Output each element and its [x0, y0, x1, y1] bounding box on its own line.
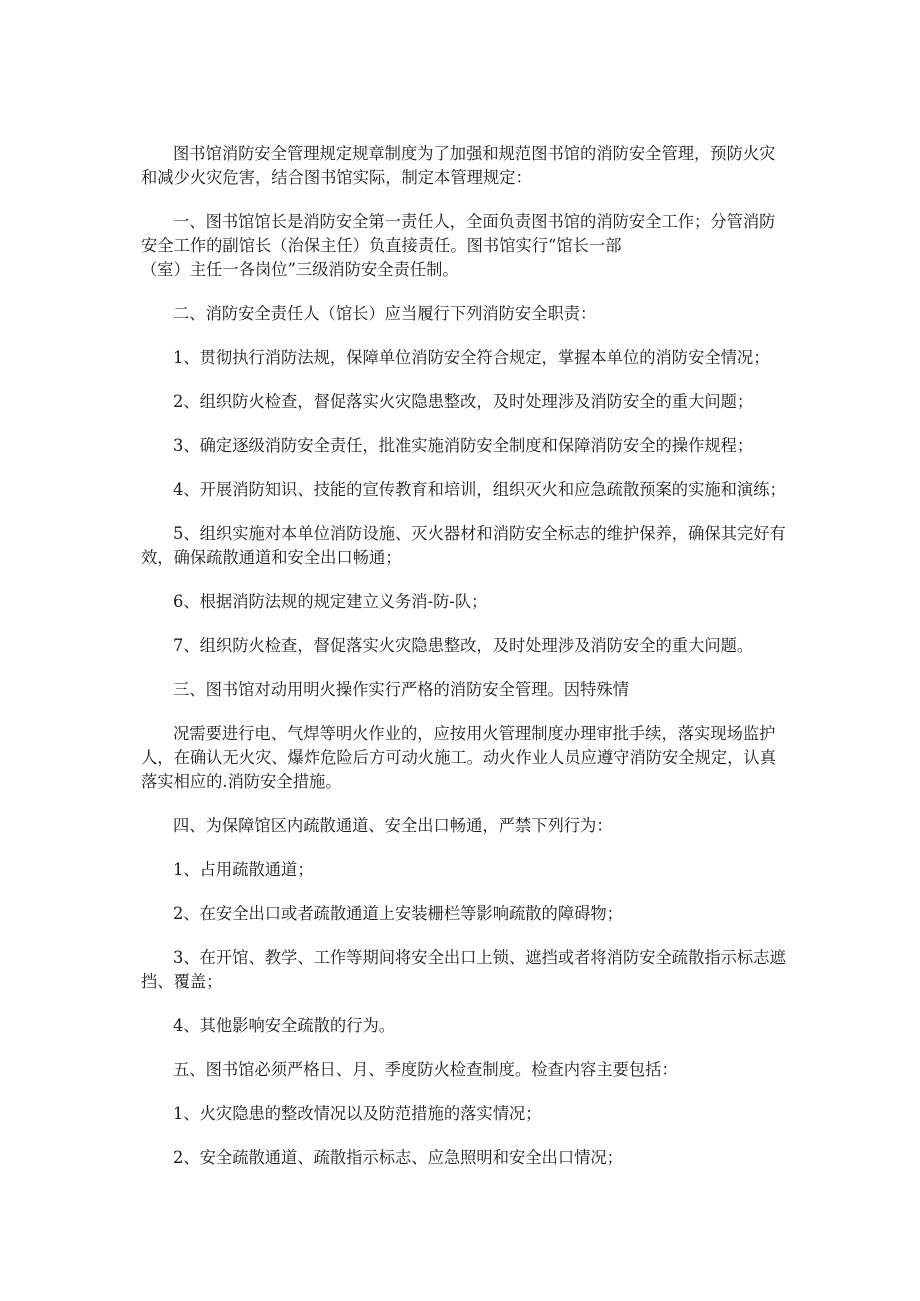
section-2-item-7: 7、组织防火检查，督促落实火灾隐患整改，及时处理涉及消防安全的重大问题。 [173, 636, 754, 655]
section-4-heading: 四、为保障馆区内疏散通道、安全出口畅通，严禁下列行为： [173, 816, 613, 835]
section-2-heading: 二、消防安全责任人（馆长）应当履行下列消防安全职责： [173, 304, 597, 323]
intro-paragraph: 图书馆消防安全管理规定规章制度为了加强和规范图书馆的消防安全管理，预防火灾和减少火灾危害，结合图书馆实际，制定本管理规定： [141, 144, 776, 187]
section-2-item-1: 1、贯彻执行消防法规，保障单位消防安全符合规定，掌握本单位的消防安全情况； [173, 348, 770, 367]
section-5-item-1: 1、火灾隐患的整改情况以及防范措施的落实情况； [173, 1104, 542, 1123]
section-3-heading: 三、图书馆对动用明火操作实行严格的消防安全管理。因特殊情 [173, 680, 629, 699]
section-4-item-1: 1、占用疏散通道； [173, 860, 314, 879]
section-2-item-6: 6、根据消防法规的规定建立义务消-防-队； [173, 592, 488, 611]
section-4-item-2: 2、在安全出口或者疏散通道上安装栅栏等影响疏散的障碍物； [173, 904, 623, 923]
section-2-item-3: 3、确定逐级消防安全责任，批准实施消防安全制度和保障消防安全的操作规程； [173, 436, 754, 455]
section-2-item-5: 5、组织实施对本单位消防设施、灭火器材和消防安全标志的维护保养，确保其完好有效，确保疏散通道和安全出口畅通； [141, 524, 786, 567]
section-1-paragraph: 一、图书馆馆长是消防安全第一责任人，全面负责图书馆的消防安全工作；分管消防安全工作的副馆长（治保主任）负直接责任。图书馆实行“馆长一部 （室）主任一各岗位”三级消防安全责任制。 [141, 212, 776, 279]
section-2-item-4: 4、开展消防知识、技能的宣传教育和培训，组织灭火和应急疏散预案的实施和演练； [173, 480, 786, 499]
section-5-heading: 五、图书馆必须严格日、月、季度防火检查制度。检查内容主要包括： [173, 1060, 678, 1079]
document-body [141, 142, 791, 1190]
section-3-paragraph: 况需要进行电、气焊等明火作业的，应按用火管理制度办理审批手续，落实现场监护人，在确认无火灾、爆炸危险后方可动火施工。动火作业人员应遵守消防安全规定，认真落实相应的.消防安全措施。 [141, 724, 776, 791]
section-5-item-2: 2、安全疏散通道、疏散指示标志、应急照明和安全出口情况； [173, 1148, 623, 1167]
section-4-item-3: 3、在开馆、教学、工作等期间将安全出口上锁、遮挡或者将消防安全疏散指示标志遮挡、覆盖； [141, 948, 786, 991]
section-2-item-2: 2、组织防火检查，督促落实火灾隐患整改，及时处理涉及消防安全的重大问题； [173, 392, 754, 411]
section-4-item-4: 4、其他影响安全疏散的行为。 [173, 1016, 396, 1035]
